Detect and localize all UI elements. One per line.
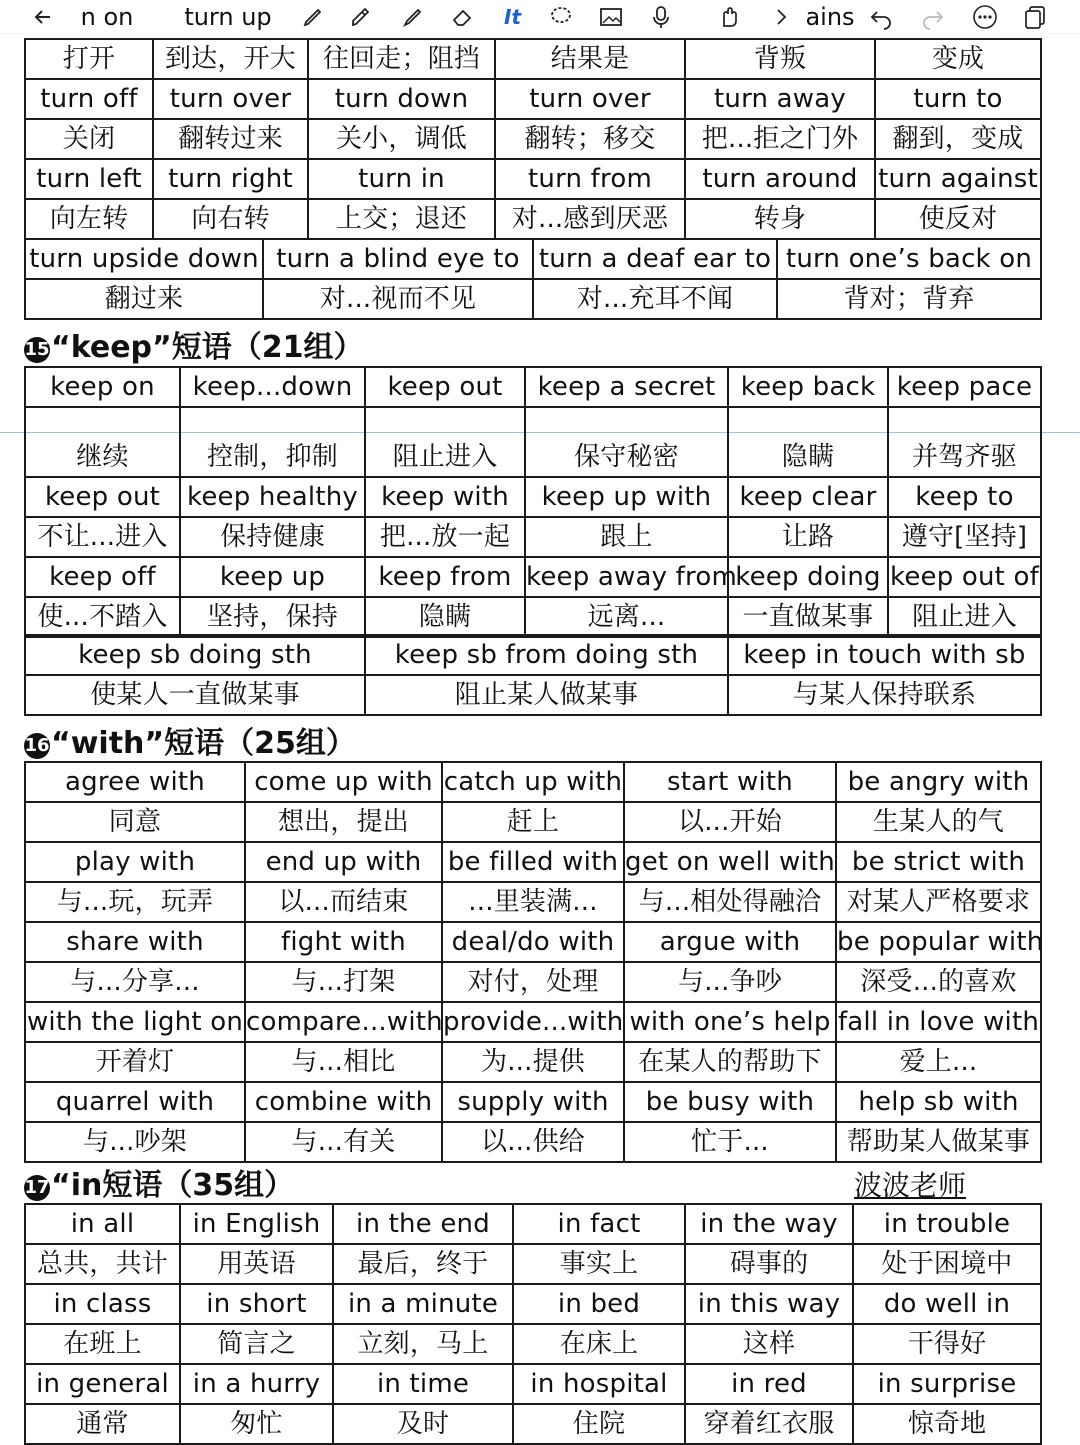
table-cell: 与某人保持联系 (728, 675, 1041, 715)
table-cell: turn against (875, 159, 1041, 199)
undo-icon[interactable] (866, 0, 896, 34)
table-cell: 保守秘密 (525, 407, 728, 477)
table-cell: 与...打架 (245, 962, 442, 1002)
table-row (25, 477, 1041, 517)
table-cell: 上交；退还 (308, 199, 495, 239)
table-cell: 继续 (25, 407, 180, 477)
table-cell: 通常 (25, 1404, 180, 1444)
table-cell: in the way (685, 1204, 853, 1244)
table-cell: turn in (308, 159, 495, 199)
table-cell: 穿着红衣服 (685, 1404, 853, 1444)
table-cell: 事实上 (513, 1244, 685, 1284)
toolbar-left-text: n on (80, 3, 134, 31)
table-cell: keep out (365, 367, 525, 407)
table-cell: 转身 (685, 199, 875, 239)
table-cell: keep a secret (525, 367, 728, 407)
table-cell: 向左转 (25, 199, 153, 239)
table-cell: in a minute (333, 1284, 513, 1324)
table-cell: keep in touch with sb (728, 635, 1041, 675)
table-cell: in fact (513, 1204, 685, 1244)
table-cell: agree with (25, 762, 245, 802)
table-cell: turn over (153, 79, 308, 119)
table-cell: turn upside down (25, 239, 263, 279)
table-cell: in surprise (853, 1364, 1041, 1404)
table-row (25, 199, 1041, 239)
table-cell: keep healthy (180, 477, 365, 517)
table-cell: 开着灯 (25, 1042, 245, 1082)
back-arrow-icon[interactable] (28, 0, 58, 34)
table-cell: 与...相比 (245, 1042, 442, 1082)
table-row (25, 557, 1041, 597)
table-row (25, 1042, 1041, 1082)
pen-icon[interactable] (298, 0, 328, 34)
keep-phrase-table-bottom (24, 634, 1042, 716)
table-cell: keep off (25, 557, 180, 597)
table-cell: in all (25, 1204, 180, 1244)
table-cell: 生某人的气 (836, 802, 1041, 842)
table-cell: 翻转；移交 (495, 119, 685, 159)
table-cell: 向右转 (153, 199, 308, 239)
table-cell: 及时 (333, 1404, 513, 1444)
table-cell: turn right (153, 159, 308, 199)
table-cell: 往回走；阻挡 (308, 39, 495, 79)
table-cell: start with (624, 762, 836, 802)
table-cell: keep away from (525, 557, 728, 597)
table-cell: 一直做某事 (728, 597, 888, 637)
table-cell: 使...不踏入 (25, 597, 180, 637)
table-cell: 以...开始 (624, 802, 836, 842)
table-cell: 打开 (25, 39, 153, 79)
table-cell: 立刻，马上 (333, 1324, 513, 1364)
table-cell: 使某人一直做某事 (25, 675, 365, 715)
table-cell: 背叛 (685, 39, 875, 79)
table-cell: play with (25, 842, 245, 882)
table-cell: in class (25, 1284, 180, 1324)
table-cell: 遵守[坚持] (888, 517, 1041, 557)
table-row (25, 1364, 1041, 1404)
table-cell: 总共，共计 (25, 1244, 180, 1284)
table-row (25, 159, 1041, 199)
table-cell: 以...而结束 (245, 882, 442, 922)
table-cell: 简言之 (180, 1324, 333, 1364)
table-cell: 赶上 (442, 802, 624, 842)
table-cell: 阻止某人做某事 (365, 675, 728, 715)
table-cell: 在某人的帮助下 (624, 1042, 836, 1082)
table-cell: in general (25, 1364, 180, 1404)
table-cell: come up with (245, 762, 442, 802)
table-cell: 帮助某人做某事 (836, 1122, 1041, 1162)
table-cell: in short (180, 1284, 333, 1324)
table-cell: turn from (495, 159, 685, 199)
table-row (25, 1122, 1041, 1162)
section-number-badge: 15 (24, 337, 50, 363)
table-cell: 并驾齐驱 (888, 407, 1041, 477)
table-row (25, 842, 1041, 882)
table-cell: 干得好 (853, 1324, 1041, 1364)
table-cell: in a hurry (180, 1364, 333, 1404)
table-cell: 不让...进入 (25, 517, 180, 557)
table-cell: keep from (365, 557, 525, 597)
hand-icon[interactable] (714, 0, 744, 34)
pencil-icon[interactable] (398, 0, 428, 34)
section-number-badge: 16 (24, 733, 50, 759)
copy-icon[interactable] (1020, 0, 1050, 34)
table-cell: 阻止进入 (365, 407, 525, 477)
turn-phrase-table (24, 38, 1042, 240)
table-cell: deal/do with (442, 922, 624, 962)
toolbar-right-text: ains (805, 3, 855, 31)
table-cell: keep out (25, 477, 180, 517)
table-cell: in English (180, 1204, 333, 1244)
table-cell: turn off (25, 79, 153, 119)
table-cell: 远离... (525, 597, 728, 637)
note-toolbar (0, 0, 1080, 34)
table-cell: 翻到，变成 (875, 119, 1041, 159)
table-cell: turn a blind eye to (263, 239, 533, 279)
table-cell: turn over (495, 79, 685, 119)
table-cell: 跟上 (525, 517, 728, 557)
table-cell: be busy with (624, 1082, 836, 1122)
table-row (25, 1244, 1041, 1284)
eraser-icon[interactable] (448, 0, 478, 34)
keep-phrase-table (24, 366, 1042, 638)
text-tool-icon[interactable] (498, 0, 528, 34)
table-cell: turn one’s back on (777, 239, 1041, 279)
table-cell: 与...相处得融洽 (624, 882, 836, 922)
microphone-icon[interactable] (646, 0, 676, 34)
table-cell: turn around (685, 159, 875, 199)
table-cell: help sb with (836, 1082, 1041, 1122)
in-phrase-table (24, 1203, 1042, 1445)
table-row (25, 1324, 1041, 1364)
table-cell: turn left (25, 159, 153, 199)
table-cell: keep...down (180, 367, 365, 407)
table-cell: 到达，开大 (153, 39, 308, 79)
section-title-text: “with”短语（25组） (51, 726, 356, 761)
table-cell: quarrel with (25, 1082, 245, 1122)
table-cell: keep out of (888, 557, 1041, 597)
table-row (25, 962, 1041, 1002)
table-row (25, 517, 1041, 557)
table-cell: get on well with (624, 842, 836, 882)
table-cell: turn to (875, 79, 1041, 119)
table-row (25, 79, 1041, 119)
table-row (25, 1404, 1041, 1444)
table-cell: 最后，终于 (333, 1244, 513, 1284)
table-cell: with the light on (25, 1002, 245, 1042)
table-cell: in trouble (853, 1204, 1041, 1244)
redo-icon[interactable] (918, 0, 948, 34)
table-cell: 惊奇地 (853, 1404, 1041, 1444)
table-cell: 关小，调低 (308, 119, 495, 159)
table-row (25, 802, 1041, 842)
table-row (25, 239, 1041, 279)
table-cell: 与...分享... (25, 962, 245, 1002)
table-cell: 这样 (685, 1324, 853, 1364)
teacher-signature: 波波老师 (854, 1169, 967, 1202)
table-row (25, 882, 1041, 922)
table-cell: 对...视而不见 (263, 279, 533, 319)
table-cell: 与...吵架 (25, 1122, 245, 1162)
table-cell: 在床上 (513, 1324, 685, 1364)
table-row (25, 675, 1041, 715)
table-cell: 保持健康 (180, 517, 365, 557)
table-cell: 对...充耳不闻 (533, 279, 777, 319)
table-cell: 忙于... (624, 1122, 836, 1162)
table-cell: in hospital (513, 1364, 685, 1404)
table-cell: in time (333, 1364, 513, 1404)
table-cell: supply with (442, 1082, 624, 1122)
lasso-icon[interactable] (546, 0, 576, 34)
table-cell: 结果是 (495, 39, 685, 79)
table-cell: 翻转过来 (153, 119, 308, 159)
table-cell: keep on (25, 367, 180, 407)
table-cell: 爱上... (836, 1042, 1041, 1082)
table-cell: 在班上 (25, 1324, 180, 1364)
table-row (25, 119, 1041, 159)
section-number-badge: 17 (24, 1175, 50, 1201)
table-cell: 背对；背弃 (777, 279, 1041, 319)
table-cell: 深受...的喜欢 (836, 962, 1041, 1002)
table-cell: be filled with (442, 842, 624, 882)
table-cell: 变成 (875, 39, 1041, 79)
table-cell: turn away (685, 79, 875, 119)
toolbar-left-text-2: turn up (184, 3, 272, 31)
table-cell: keep up (180, 557, 365, 597)
table-cell: in bed (513, 1284, 685, 1324)
table-row (25, 279, 1041, 319)
turn-phrase-table-bottom (24, 238, 1042, 320)
svg-text:It: It (504, 5, 522, 29)
table-cell: keep clear (728, 477, 888, 517)
more-icon[interactable] (970, 0, 1000, 34)
table-cell: 住院 (513, 1404, 685, 1444)
table-cell: 同意 (25, 802, 245, 842)
table-cell: keep with (365, 477, 525, 517)
section-title-text: “in短语（35组） (51, 1168, 295, 1203)
table-row (25, 597, 1041, 637)
table-cell: keep doing (728, 557, 888, 597)
table-row (25, 367, 1041, 407)
table-cell: end up with (245, 842, 442, 882)
table-cell: 以...供给 (442, 1122, 624, 1162)
table-cell: 翻过来 (25, 279, 263, 319)
table-cell: be popular with (836, 922, 1041, 962)
table-cell: combine with (245, 1082, 442, 1122)
table-cell: in this way (685, 1284, 853, 1324)
table-cell: in red (685, 1364, 853, 1404)
section-title-text: “keep”短语（21组） (51, 330, 364, 365)
table-cell: do well in (853, 1284, 1041, 1324)
table-cell: fight with (245, 922, 442, 962)
table-cell: 与...有关 (245, 1122, 442, 1162)
table-cell: 对某人严格要求 (836, 882, 1041, 922)
table-cell: keep back (728, 367, 888, 407)
table-cell: in the end (333, 1204, 513, 1244)
table-cell: provide...with (442, 1002, 624, 1042)
section-title-with (24, 718, 356, 762)
section-title-in (24, 1160, 294, 1204)
table-cell: 让路 (728, 517, 888, 557)
table-cell: 处于困境中 (853, 1244, 1041, 1284)
table-cell: keep pace (888, 367, 1041, 407)
table-cell: compare...with (245, 1002, 442, 1042)
table-cell: 隐瞒 (728, 407, 888, 477)
table-cell: argue with (624, 922, 836, 962)
with-phrase-table (24, 761, 1042, 1163)
table-cell: keep to (888, 477, 1041, 517)
table-cell: 把...放一起 (365, 517, 525, 557)
highlighter-icon[interactable] (346, 0, 376, 34)
table-cell: share with (25, 922, 245, 962)
table-cell: catch up with (442, 762, 624, 802)
table-cell: 坚持，保持 (180, 597, 365, 637)
table-cell: 阻止进入 (888, 597, 1041, 637)
table-cell: 碍事的 (685, 1244, 853, 1284)
image-icon[interactable] (596, 0, 626, 34)
table-row (25, 39, 1041, 79)
table-cell: 匆忙 (180, 1404, 333, 1444)
table-row (25, 407, 1041, 477)
table-cell: keep sb doing sth (25, 635, 365, 675)
table-cell: keep up with (525, 477, 728, 517)
table-row (25, 1204, 1041, 1244)
table-cell: be angry with (836, 762, 1041, 802)
table-row (25, 1002, 1041, 1042)
table-row (25, 922, 1041, 962)
table-cell: 关闭 (25, 119, 153, 159)
table-cell: 为...提供 (442, 1042, 624, 1082)
table-row (25, 1082, 1041, 1122)
table-cell: turn a deaf ear to (533, 239, 777, 279)
table-cell: 对...感到厌恶 (495, 199, 685, 239)
table-row (25, 1284, 1041, 1324)
table-cell: 与...争吵 (624, 962, 836, 1002)
table-row (25, 762, 1041, 802)
table-cell: 与...玩，玩弄 (25, 882, 245, 922)
table-cell: 控制，抑制 (180, 407, 365, 477)
section-title-keep (24, 322, 364, 366)
table-cell: turn down (308, 79, 495, 119)
table-cell: 想出，提出 (245, 802, 442, 842)
table-cell: 用英语 (180, 1244, 333, 1284)
table-cell: ...里装满... (442, 882, 624, 922)
chevron-right-icon[interactable] (768, 0, 794, 34)
table-cell: fall in love with (836, 1002, 1041, 1042)
table-cell: with one’s help (624, 1002, 836, 1042)
table-cell: keep sb from doing sth (365, 635, 728, 675)
table-cell: 使反对 (875, 199, 1041, 239)
table-cell: be strict with (836, 842, 1041, 882)
table-row (25, 635, 1041, 675)
table-cell: 对付，处理 (442, 962, 624, 1002)
table-cell: 隐瞒 (365, 597, 525, 637)
table-cell: 把...拒之门外 (685, 119, 875, 159)
